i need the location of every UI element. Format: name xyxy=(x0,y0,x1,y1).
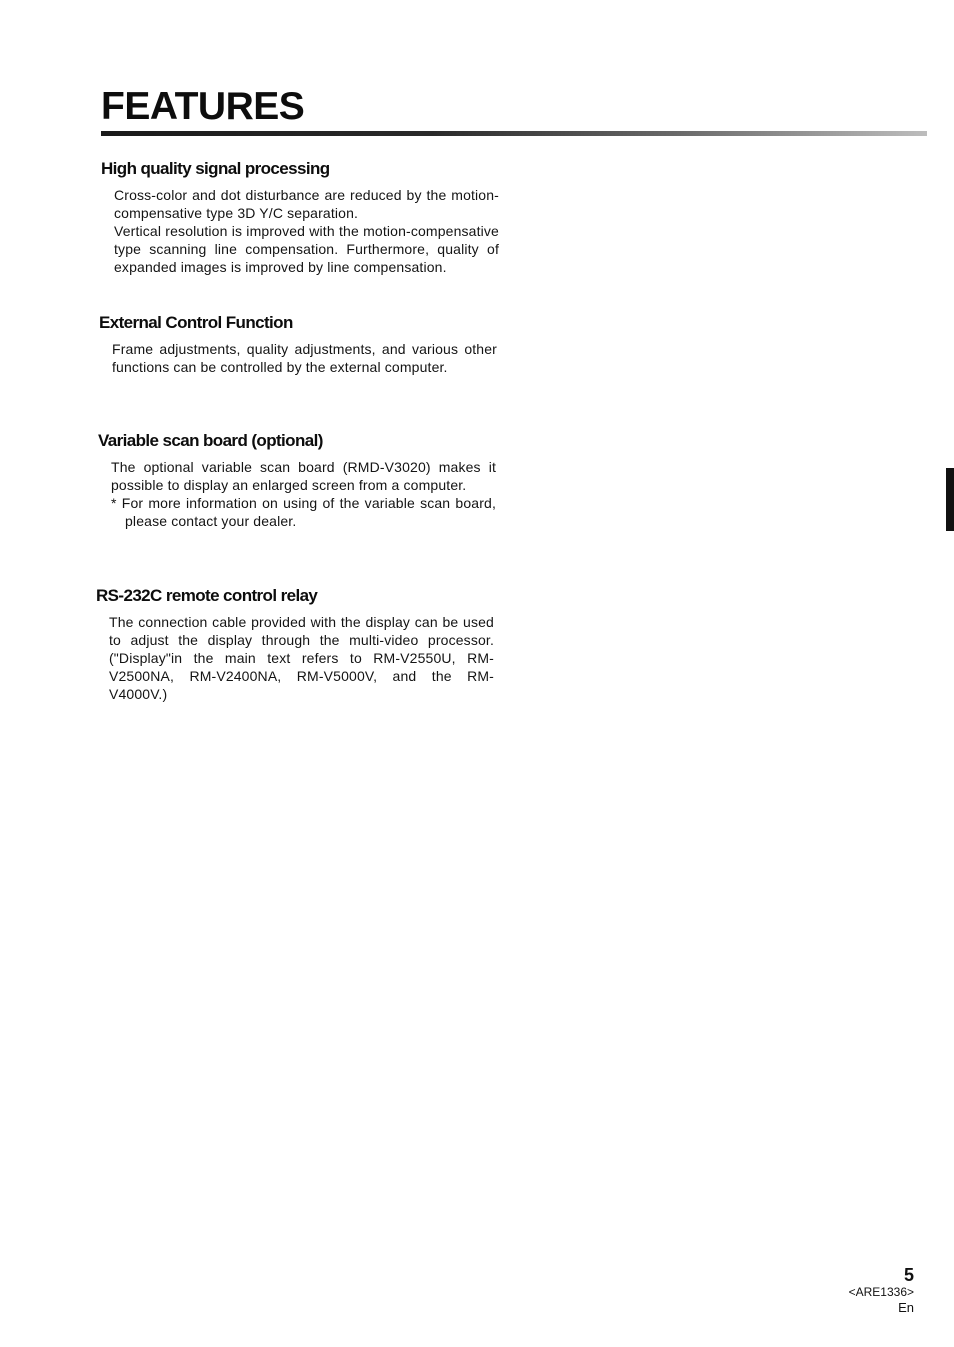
section-heading: RS-232C remote control relay xyxy=(96,586,318,605)
section-body xyxy=(101,186,499,276)
footnote: * For more information on using of the variable scan board, please contact your dealer. xyxy=(111,495,496,529)
section-rs232c-remote-control-relay xyxy=(96,585,496,703)
paragraph: Vertical resolution is improved with the motion-compensative type scanning line compensation. Furthermore, quality of expanded images is improved by line compensation. xyxy=(114,223,499,275)
section-body xyxy=(98,458,496,530)
page-title: FEATURES xyxy=(101,85,305,128)
paragraph: Frame adjustments, quality adjustments, and various other functions can be controlled by the external computer. xyxy=(112,341,497,375)
section-heading: Variable scan board (optional) xyxy=(98,431,323,450)
section-heading: High quality signal processing xyxy=(101,159,330,178)
paragraph: Cross-color and dot disturbance are reduced by the motion-compensative type 3D Y/C separation. xyxy=(114,187,499,221)
paragraph: The optional variable scan board (RMD-V3020) makes it possible to display an enlarged screen from a computer. xyxy=(111,459,496,493)
section-high-quality-signal-processing xyxy=(101,158,501,276)
chapter-edge-tab xyxy=(946,468,954,531)
section-variable-scan-board xyxy=(98,430,498,530)
page-number: 5 xyxy=(903,1265,914,1285)
section-external-control-function xyxy=(99,312,499,376)
section-body xyxy=(96,613,494,703)
language-code: En xyxy=(898,1300,914,1315)
document-code: <ARE1336> xyxy=(848,1285,914,1299)
page-footer xyxy=(849,1265,914,1316)
section-heading: External Control Function xyxy=(99,313,293,332)
title-rule xyxy=(101,131,927,136)
paragraph: The connection cable provided with the display can be used to adjust the display through the multi-video processor. ("Display"in the main text refers to RM-V2550U, RM-V2500NA, RM-V2400NA, RM-V5000V, and the RM-V4000V.) xyxy=(109,614,494,702)
section-body xyxy=(99,340,497,376)
